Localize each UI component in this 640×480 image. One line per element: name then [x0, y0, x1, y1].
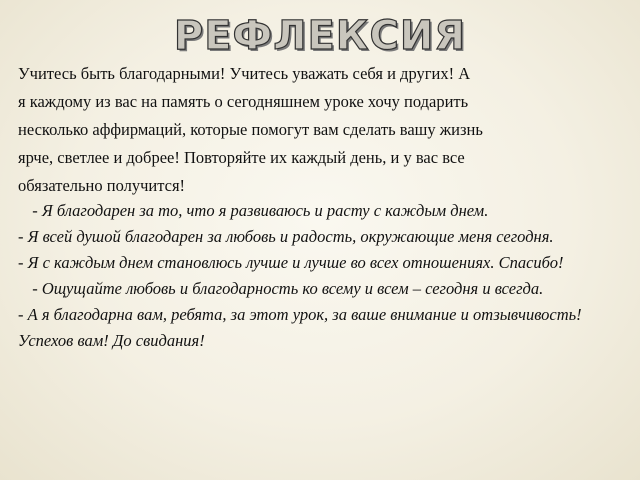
intro-line: ярче, светлее и добрее! Повторяйте их каждый день, и у вас все [18, 148, 465, 167]
intro-line: Учитесь быть благодарными! Учитесь уважать себя и других! А [18, 64, 471, 83]
affirmation-item [18, 200, 624, 222]
affirmation-item [18, 226, 624, 248]
affirmation-item [18, 252, 624, 274]
slide-title: РЕФЛЕКСИЯ [173, 13, 467, 59]
affirmation-item [18, 278, 624, 300]
affirmation-dash: - [24, 201, 42, 220]
affirmation-text: А я благодарна вам, ребята, за этот урок, за ваше внимание и отзывчивость! [27, 305, 582, 324]
intro-line: обязательно получится! [18, 176, 186, 195]
affirmation-text: Я всей душой благодарен за любовь и радость, окружающие меня сегодня. [27, 227, 554, 246]
affirmation-item [18, 304, 624, 326]
affirmation-dash: - [24, 279, 42, 298]
intro-line: несколько аффирмаций, которые помогут вам сделать вашу жизнь [18, 120, 483, 139]
intro-line: я каждому из вас на память о сегодняшнем уроке хочу подарить [18, 92, 469, 111]
affirmation-dash: - [18, 227, 28, 246]
intro-paragraph [18, 60, 618, 200]
affirmation-text: Ощущайте любовь и благодарность ко всему и всем – сегодня и всегда. [41, 279, 544, 298]
affirmations-list [18, 200, 624, 352]
affirmation-text: Я с каждым днем становлюсь лучше и лучше во всех отношениях. Спасибо! [27, 253, 564, 272]
affirmation-dash: - [18, 305, 28, 324]
farewell-text: Успехов вам! До свидания! [18, 331, 205, 350]
affirmation-dash: - [18, 253, 28, 272]
affirmation-text: Я благодарен за то, что я развиваюсь и расту с каждым днем. [41, 201, 489, 220]
